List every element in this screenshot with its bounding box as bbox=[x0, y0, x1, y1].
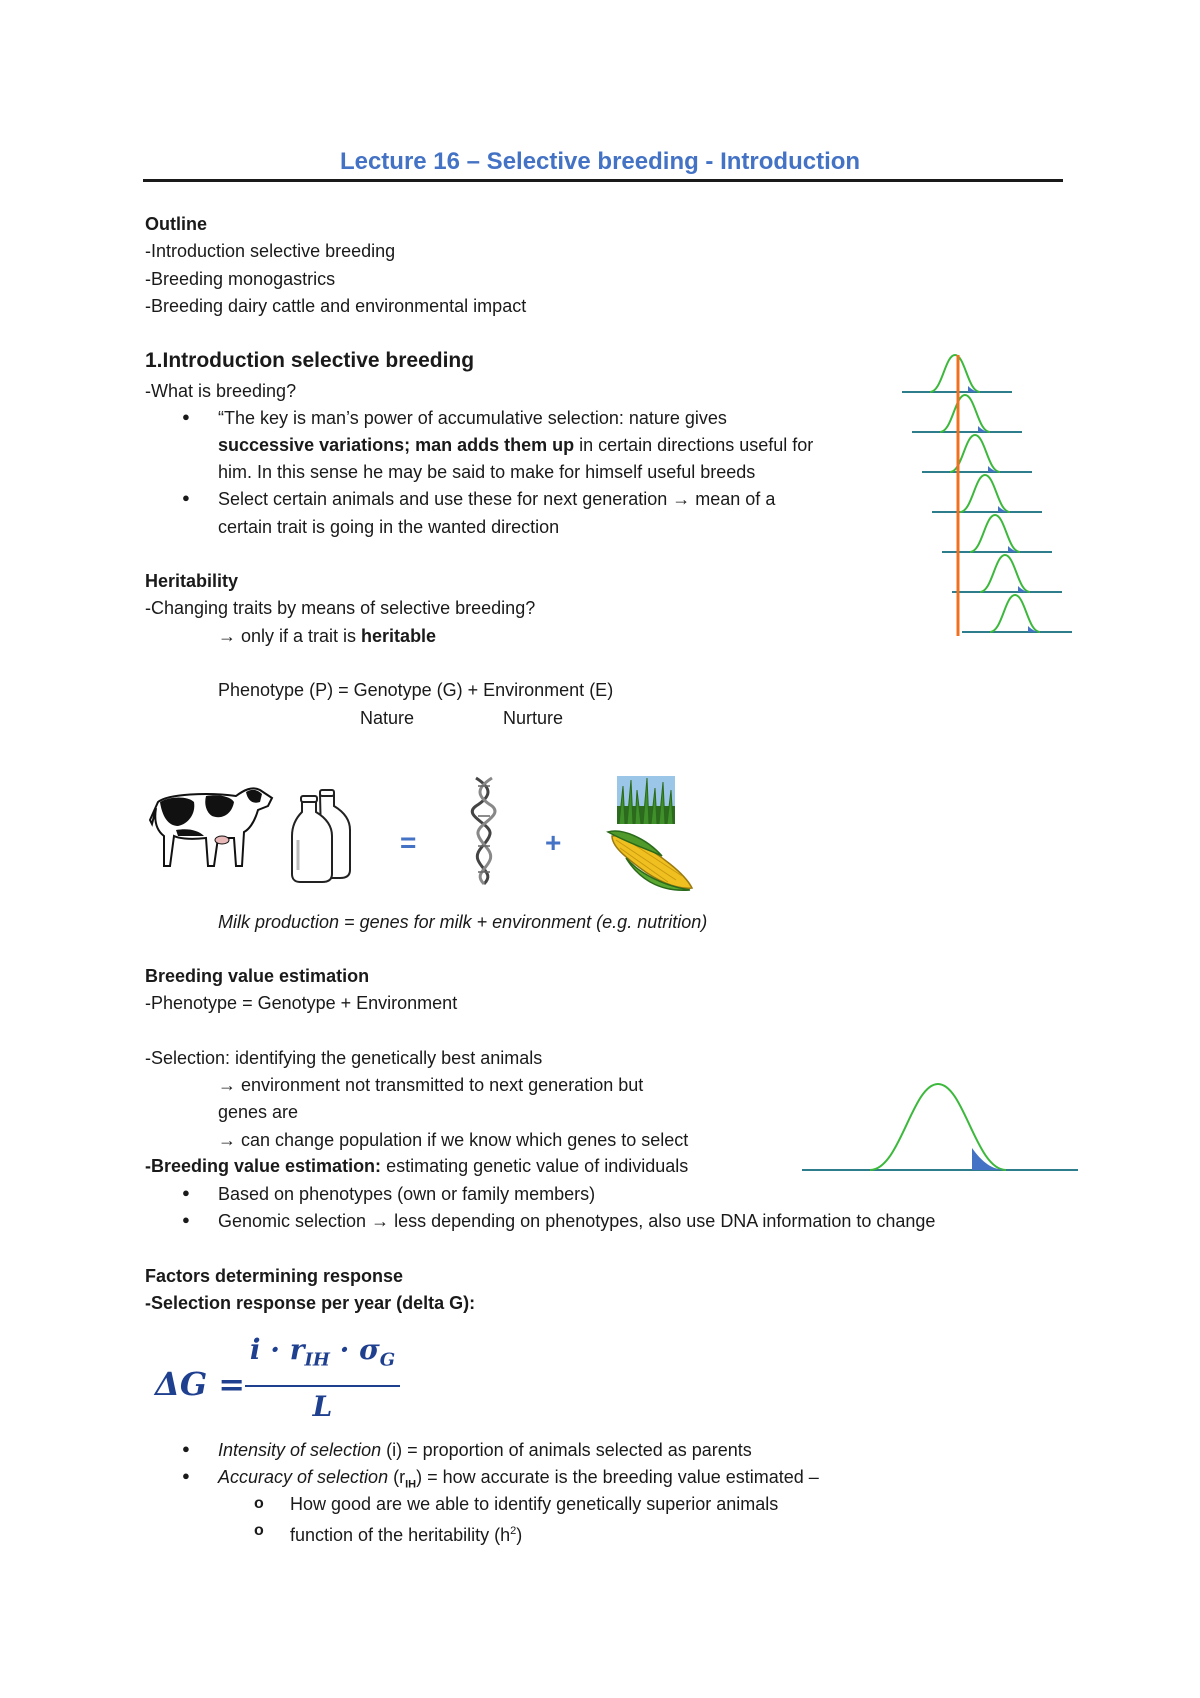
outline-item: -Breeding monogastrics bbox=[145, 269, 336, 289]
selection-shift-diagram bbox=[890, 350, 1090, 640]
formula-denominator: L bbox=[312, 1389, 333, 1423]
quote-line: “The key is man’s power of accumulative selection: nature gives bbox=[218, 408, 727, 428]
bullet-text: Intensity of selection (i) = proportion of animals selected as parents bbox=[218, 1440, 752, 1460]
bullet-text: Accuracy of selection $(r_{IH})$ = how accurate is the breeding value estimated – bbox=[218, 1467, 819, 1491]
bullet-icon: ● bbox=[182, 1212, 190, 1227]
bullet-icon: ● bbox=[182, 409, 190, 424]
sub-bullet-text: function of the heritability $(h^2)$ bbox=[290, 1525, 523, 1545]
bullet-icon: ● bbox=[182, 1468, 190, 1483]
nurture-label: Nurture bbox=[503, 708, 564, 728]
bullet-text: Based on phenotypes (own or family members) bbox=[218, 1184, 596, 1204]
body-text: → can change population if we know which genes to select bbox=[218, 1130, 689, 1150]
body-text: -Selection: identifying the genetically best animals bbox=[145, 1048, 543, 1068]
body-text: -Breeding value estimation: estimating genetic value of individuals bbox=[145, 1156, 689, 1176]
title-divider bbox=[143, 179, 1063, 182]
factors-heading: Factors determining response bbox=[145, 1266, 404, 1286]
breeding-value-heading: Breeding value estimation bbox=[145, 966, 370, 986]
bullet-text: Genomic selection → less depending on phenotypes, also use DNA information to change bbox=[218, 1211, 936, 1231]
milk-bottles-icon bbox=[292, 790, 358, 882]
cow-icon bbox=[148, 780, 276, 872]
answer-text: → only if a trait is heritable bbox=[218, 626, 437, 646]
bullet-text: Select certain animals and use these for next generation → mean of a bbox=[218, 489, 776, 509]
body-text: -Phenotype = Genotype + Environment bbox=[145, 993, 458, 1013]
body-text: -Selection response per year (delta G): bbox=[145, 1293, 476, 1313]
quote-line: him. In this sense he may be said to make for himself useful breeds bbox=[218, 462, 756, 482]
outline-item: -Breeding dairy cattle and environmental impact bbox=[145, 296, 527, 316]
milk-caption: Milk production = genes for milk + environment (e.g. nutrition) bbox=[218, 912, 708, 932]
question-text: -What is breeding? bbox=[145, 381, 297, 401]
bullet-icon: ● bbox=[182, 1185, 190, 1200]
quote-line: successive variations; man adds them up in certain directions useful for bbox=[218, 435, 814, 455]
dna-helix-icon bbox=[470, 776, 498, 886]
formula-fraction bbox=[245, 1330, 400, 1425]
body-text: genes are bbox=[218, 1102, 299, 1122]
phenotype-equation: Phenotype (P) = Genotype (G) + Environment (E) bbox=[218, 680, 614, 700]
sub-bullet-icon: o bbox=[254, 1522, 264, 1539]
outline-item: -Introduction selective breeding bbox=[145, 241, 396, 261]
section-heading: 1.Introduction selective breeding bbox=[145, 349, 475, 372]
bullet-icon: ● bbox=[182, 1441, 190, 1456]
page-title: Lecture 16 – Selective breeding - Introduction bbox=[339, 148, 861, 175]
nature-label: Nature bbox=[360, 708, 415, 728]
equals-sign: = bbox=[400, 827, 417, 858]
distribution-curve-diagram bbox=[800, 1080, 1080, 1174]
body-text: → environment not transmitted to next generation but bbox=[218, 1075, 644, 1095]
bullet-text: certain trait is going in the wanted direction bbox=[218, 517, 560, 537]
plus-sign: + bbox=[545, 827, 562, 858]
sub-bullet-icon: o bbox=[254, 1495, 264, 1512]
heritability-heading: Heritability bbox=[145, 571, 239, 591]
grass-icon bbox=[617, 776, 675, 824]
corn-icon bbox=[606, 828, 696, 894]
bullet-icon: ● bbox=[182, 490, 190, 505]
formula-lhs: ΔG = bbox=[155, 1365, 246, 1403]
formula-numerator: $i \cdot r_{IH} \cdot \sigma_G$ bbox=[249, 1333, 396, 1371]
sub-bullet-text: How good are we able to identify genetically superior animals bbox=[290, 1494, 779, 1514]
question-text: -Changing traits by means of selective breeding? bbox=[145, 598, 536, 618]
fraction-bar bbox=[245, 1385, 400, 1387]
outline-heading: Outline bbox=[145, 214, 207, 234]
